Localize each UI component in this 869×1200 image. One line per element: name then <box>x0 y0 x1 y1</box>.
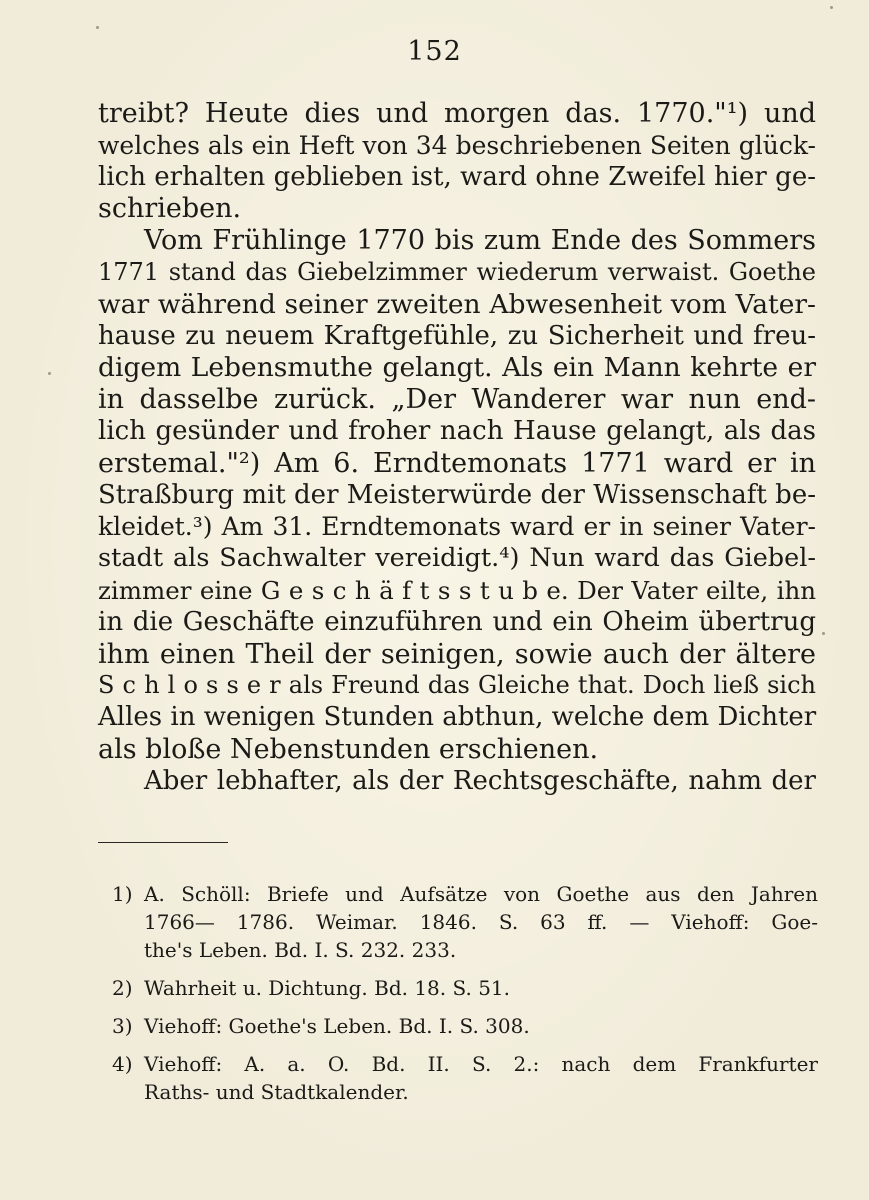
text-line: Alles in wenigen Stunden abthun, welche dem Dichter <box>98 702 817 733</box>
footnote-4 <box>112 1050 818 1106</box>
text-line: zimmer eine G e s c h ä f t s s t u b e. Der Vater eilte, ihn <box>98 575 816 605</box>
text-line: schrieben. <box>98 193 242 225</box>
footnote-line: Raths- und Stadtkalender. <box>144 1080 409 1104</box>
footnote-3 <box>112 1012 818 1040</box>
footnote-separator <box>98 842 228 843</box>
paper-speck <box>830 6 833 9</box>
footnote-marker: 3) <box>112 1014 133 1038</box>
footnote-line: 1766— 1786. Weimar. 1846. S. 63 ff. — Viehoff: Goe- <box>144 910 818 934</box>
text-line: lich erhalten geblieben ist, ward ohne Zweifel hier ge- <box>98 161 816 192</box>
text-line: stadt als Sachwalter vereidigt.⁴) Nun ward das Giebel- <box>98 543 816 574</box>
text-line: Aber lebhafter, als der Rechtsgeschäfte, nahm der <box>144 765 816 796</box>
body-text <box>98 98 816 798</box>
text-line: war während seiner zweiten Abwesenheit vom Vater- <box>98 288 816 320</box>
text-line: lich gesünder und froher nach Hause gelangt, als das <box>98 415 816 446</box>
paper-speck <box>96 26 99 29</box>
text-line: in die Geschäfte einzuführen und ein Oheim übertrug <box>98 606 816 637</box>
footnote-1 <box>112 880 818 964</box>
text-line: 1771 stand das Giebelzimmer wiederum verwaist. Goethe <box>98 257 816 286</box>
text-line: in dasselbe zurück. „Der Wanderer war nun end- <box>98 384 816 416</box>
text-line: treibt? Heute dies und morgen das. 1770."¹) und <box>98 98 816 129</box>
text-line: S c h l o s s e r als Freund das Gleiche that. Doch ließ sich <box>98 671 816 700</box>
text-line: ihm einen Theil der seinigen, sowie auch der ältere <box>98 638 816 670</box>
text-line: Vom Frühlinge 1770 bis zum Ende des Sommers <box>144 225 816 257</box>
paper-speck <box>822 632 825 635</box>
footnote-marker: 1) <box>112 882 133 906</box>
text-line: digem Lebensmuthe gelangt. Als ein Mann kehrte er <box>98 352 816 384</box>
footnotes <box>112 880 818 1116</box>
footnote-marker: 4) <box>112 1052 133 1076</box>
footnote-line: the's Leben. Bd. I. S. 232. 233. <box>144 938 457 962</box>
footnote-line: A. Schöll: Briefe und Aufsätze von Goethe aus den Jahren <box>144 882 818 906</box>
text-line: kleidet.³) Am 31. Erndtemonats ward er in seiner Vater- <box>98 512 816 542</box>
footnote-2 <box>112 974 818 1002</box>
paper-speck <box>48 372 51 375</box>
text-line: welches als ein Heft von 34 beschriebenen Seiten glück- <box>98 130 816 160</box>
footnote-marker: 2) <box>112 976 133 1000</box>
text-line: Straßburg mit der Meisterwürde der Wissenschaft be- <box>98 479 816 510</box>
text-line: hause zu neuem Kraftgefühle, zu Sicherheit und freu- <box>98 320 816 351</box>
footnote-line: Viehoff: A. a. O. Bd. II. S. 2.: nach dem Frankfurter <box>144 1052 818 1076</box>
text-line: als bloße Nebenstunden erschienen. <box>98 733 599 765</box>
text-line: erstemal."²) Am 6. Erndtemonats 1771 ward er in <box>98 447 816 479</box>
footnote-line: Viehoff: Goethe's Leben. Bd. I. S. 308. <box>144 1014 530 1038</box>
page-number: 152 <box>407 36 462 67</box>
footnote-line: Wahrheit u. Dichtung. Bd. 18. S. 51. <box>144 976 511 1000</box>
